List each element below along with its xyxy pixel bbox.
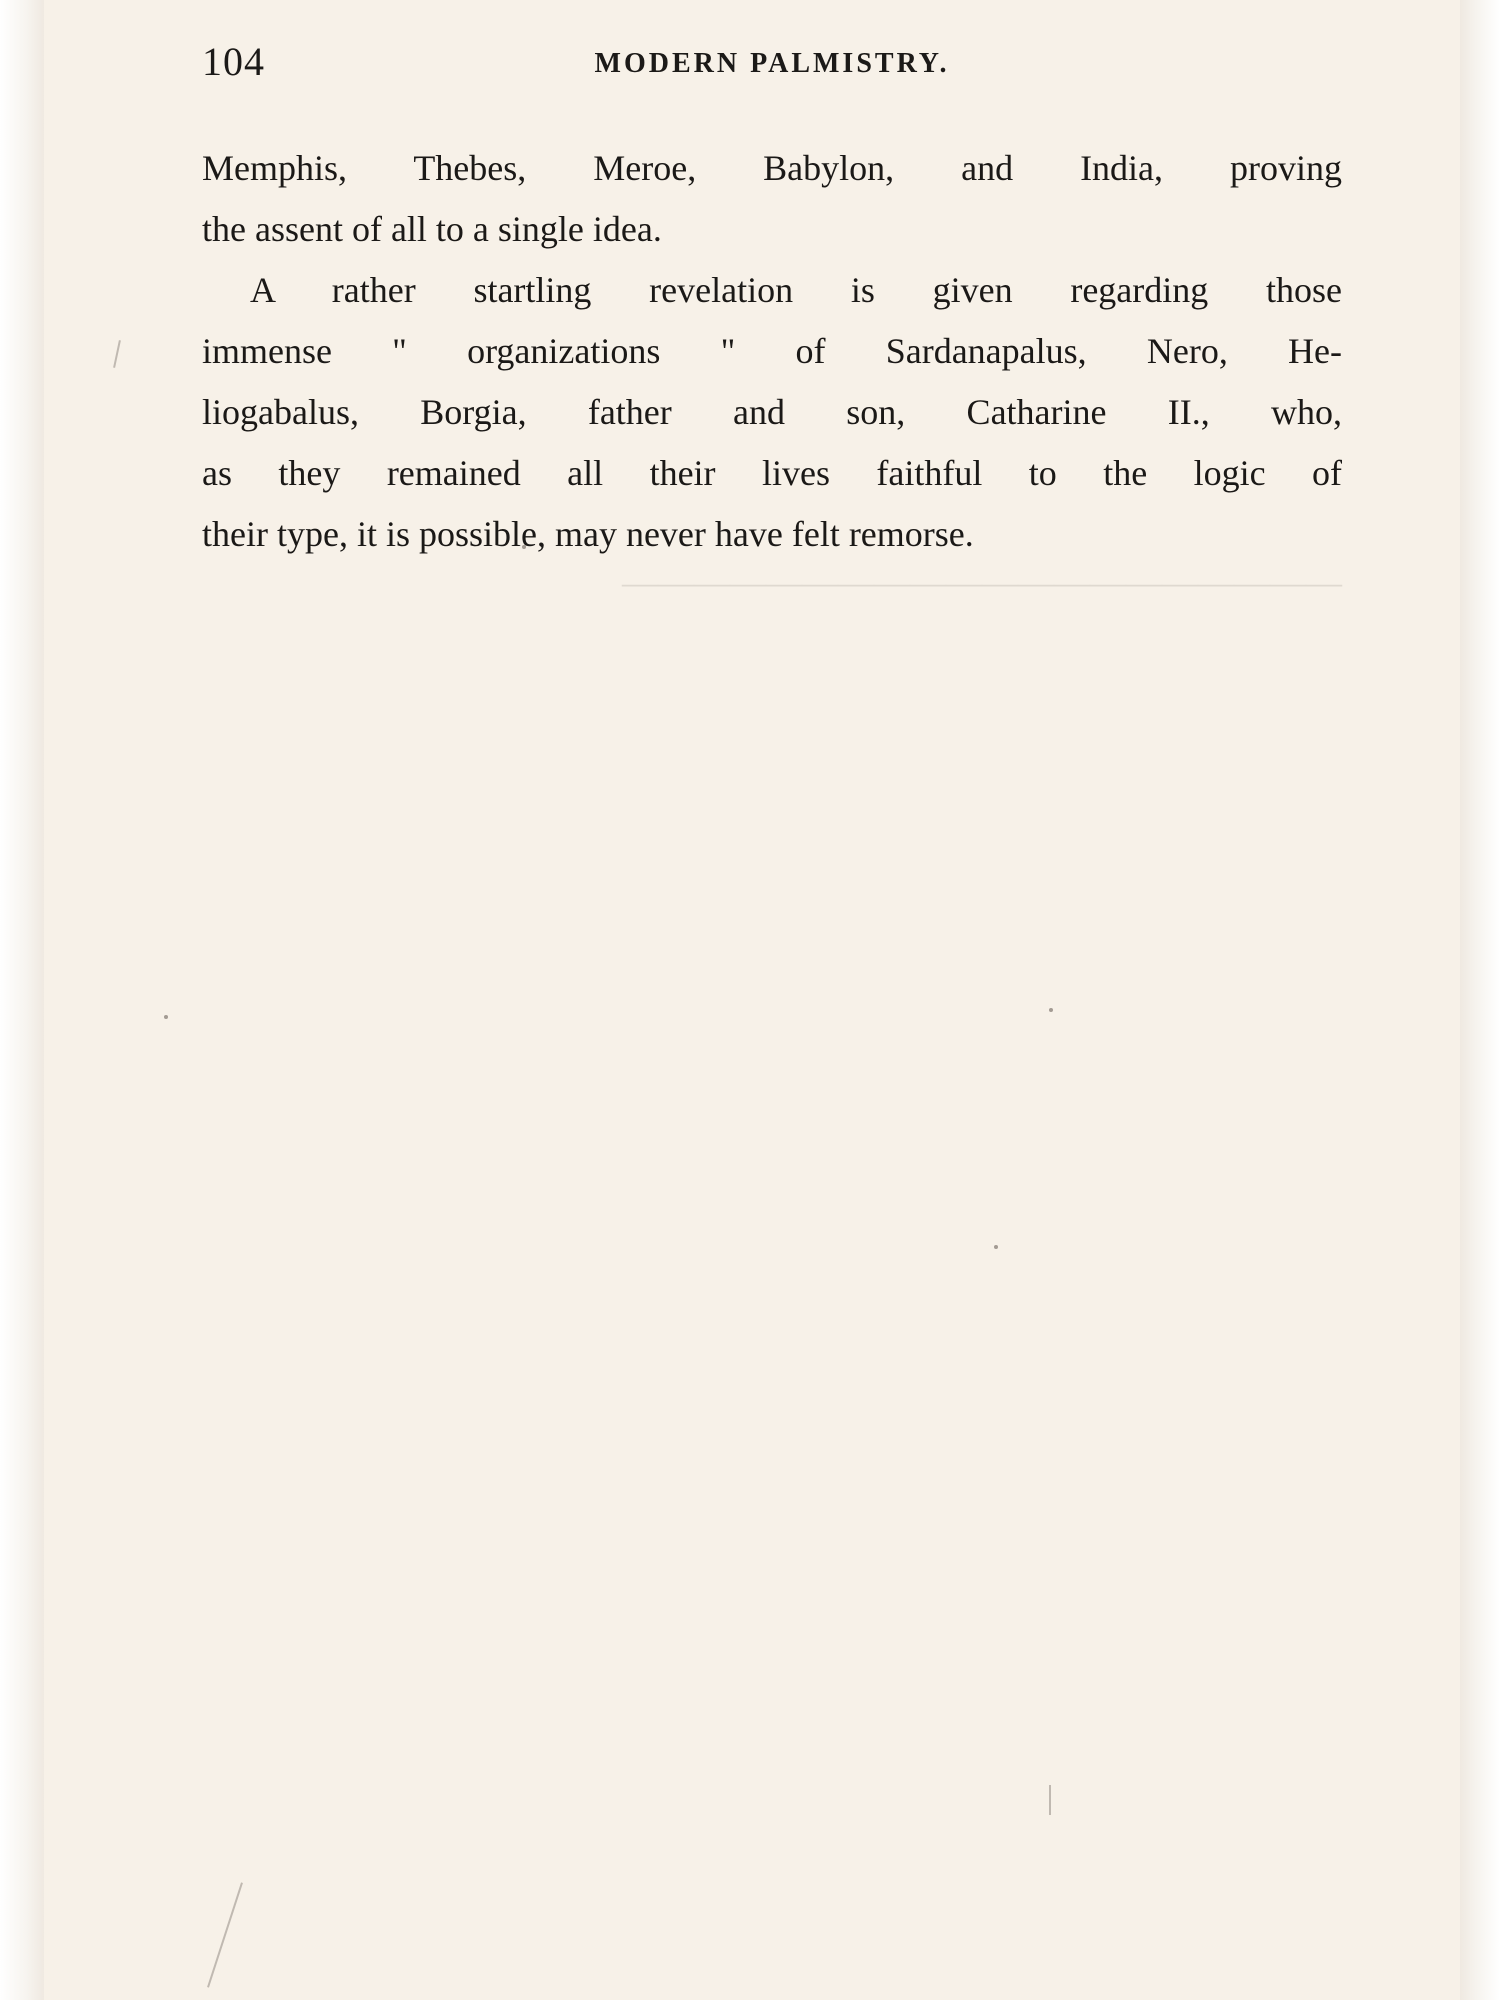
body-text [202, 138, 1342, 565]
page-number: 104 [202, 39, 265, 84]
page-scratch [207, 1882, 243, 1987]
text-line: the assent of all to a single idea. [202, 209, 662, 249]
scan-border-left [0, 0, 44, 2000]
show-through-bleed: ———————————————————— [622, 562, 1342, 602]
page-speck [1049, 1008, 1053, 1012]
page-scratch [113, 340, 121, 368]
running-head: MODERN PALMISTRY. [594, 48, 950, 79]
text-line: immense " organizations " of Sardanapalus, Nero, He- [202, 331, 1342, 371]
text-line: Memphis, Thebes, Meroe, Babylon, and India, proving [202, 148, 1342, 188]
text-line: A rather startling revelation is given regarding those [250, 270, 1342, 310]
page-header [202, 38, 1342, 98]
page-speck [994, 1245, 998, 1249]
book-page [44, 0, 1460, 2000]
page-scratch [1049, 1785, 1051, 1815]
text-line: as they remained all their lives faithful to the logic of [202, 453, 1342, 493]
text-line: their type, it is possible, may never have felt remorse. [202, 514, 974, 554]
scan-border-right [1460, 0, 1500, 2000]
text-line: liogabalus, Borgia, father and son, Catharine II., who, [202, 392, 1342, 432]
page-speck [164, 1015, 168, 1019]
